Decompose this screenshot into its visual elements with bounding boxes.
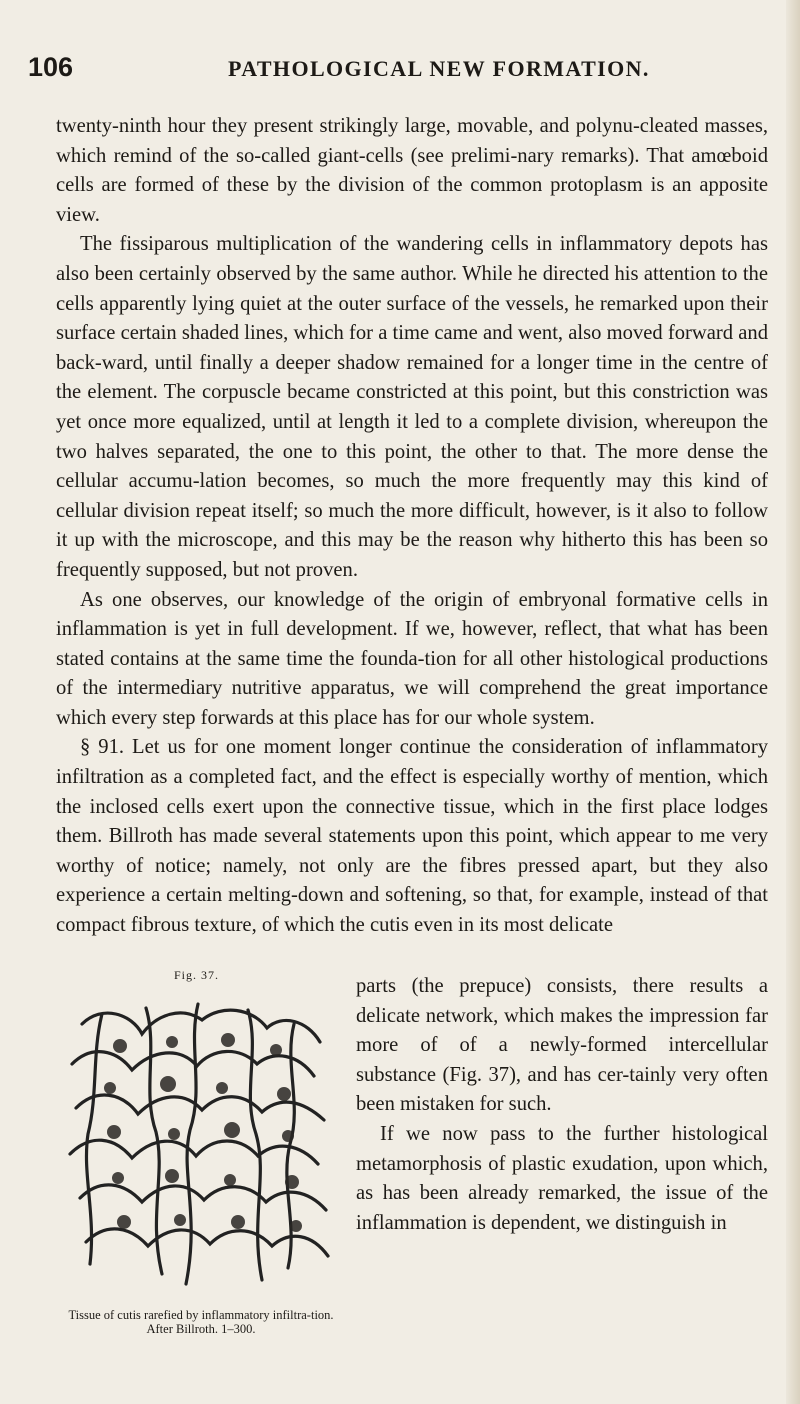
paragraph-continued: parts (the prepuce) consists, there results a delicate network, which makes the impression far more of of a newly-formed intercellular substance (Fig. 37), and has cer-tainly very often been mistaken for such. <box>356 975 768 1116</box>
figure-caption: Tissue of cutis rarefied by inflammatory infiltra-tion. After Billroth. 1–300. <box>68 1308 334 1336</box>
page-edge <box>786 0 800 1404</box>
figure-label: Fig. 37. <box>174 968 220 982</box>
page-header <box>28 52 768 88</box>
paragraph-section-91: § 91. Let us for one moment longer continue the consideration of inflammatory infiltration as a completed fact, and the effect is especially worthy of mention, which the inclosed cells exert upon the connective tissue, which in the first place lodges them. Billroth has made several statements upon this point, which appear to me very worthy of notice; namely, not only are the fibres pressed apart, but they also experience a certain melting-down and softening, so that, for example, instead of that compact fibrous texture, of which the cutis even in its most delicate <box>56 736 768 937</box>
body-text <box>56 112 768 941</box>
page-number: 106 <box>28 52 74 82</box>
paragraph: twenty-ninth hour they present strikingly large, movable, and polynu-cleated masses, which remind of the so-called giant-cells (see prelimi-nary remarks). That amœboid cells are formed of these by the division of the common protoplasm is an apposite view. <box>56 115 768 226</box>
paragraph: If we now pass to the further histological metamorphosis of plastic exudation, upon which, as has been already remarked, the issue of the inflammation is dependent, we distinguish in <box>356 1122 768 1234</box>
running-head: PATHOLOGICAL NEW FORMATION. <box>228 56 650 81</box>
figure-37 <box>56 962 346 1372</box>
paragraph: As one observes, our knowledge of the origin of embryonal formative cells in inflammation is yet in full development. If we, however, reflect, that what has been stated contains at the same time the founda-tion for all other histological productions of the intermediary nutritive apparatus, we will comprehend the great importance which every step forwards at this place has for our whole system. <box>56 588 768 729</box>
wrapped-text <box>356 972 768 1238</box>
cutis-tissue-illustration <box>62 984 340 1302</box>
paragraph: The fissiparous multiplication of the wandering cells in inflammatory depots has also been certainly observed by the same author. While he directed his attention to the cells apparently lying quiet at the outer surface of the vessels, he remarked upon their surface certain shaded lines, which for a time came and went, also moved forward and back-ward, until finally a deeper shadow remained for a longer time in the centre of the element. The corpuscle became constricted at this point, but this constriction was yet once more equalized, until at length it led to a complete division, whereupon the two halves separated, the one to this point, the other to that. The more dense the cellular accumu-lation becomes, so much the more frequently may this kind of cellular division repeat itself; so much the more difficult, however, is it also to follow it up with the microscope, and this may be the reason why hitherto this has been so frequently supposed, but not proven. <box>56 233 768 581</box>
